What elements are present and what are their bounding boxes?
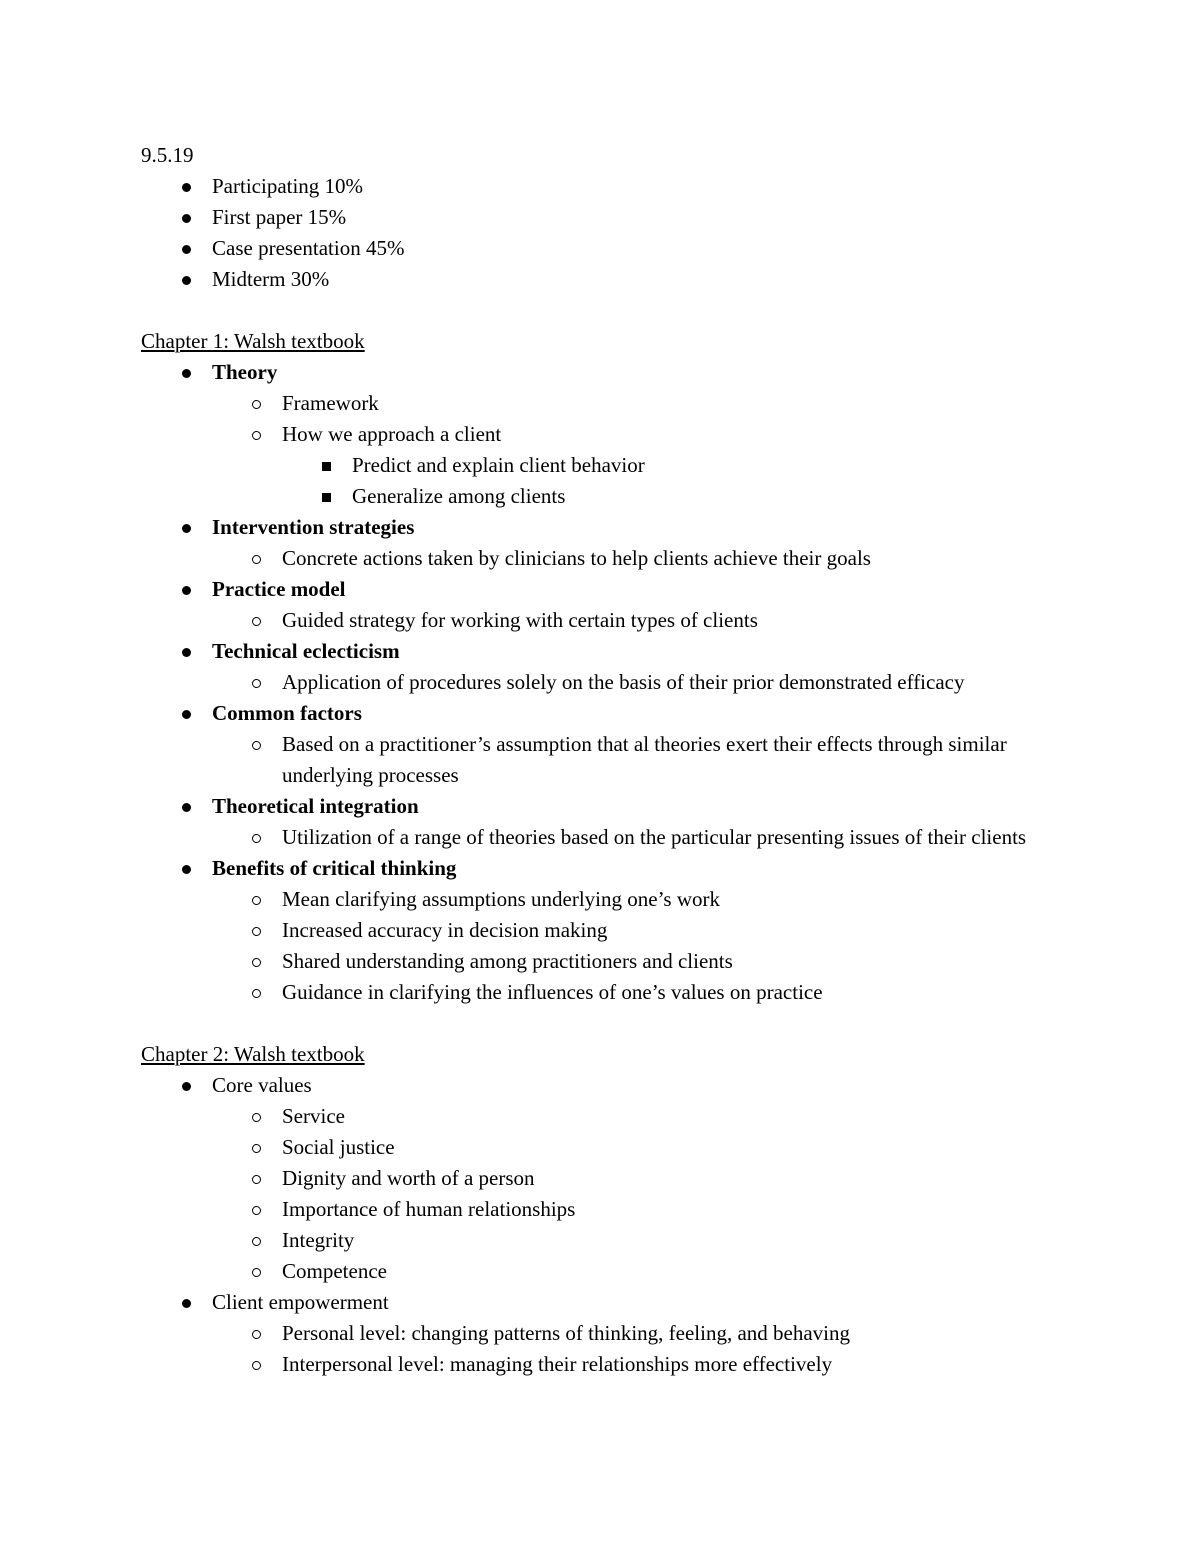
blank-line [141, 295, 1061, 326]
chapter2-heading: Chapter 2: Walsh textbook [141, 1042, 365, 1066]
circle-bullet-icon [246, 1318, 266, 1349]
list-item: Social justice [141, 1132, 1061, 1163]
list-item: Generalize among clients [141, 481, 1061, 512]
circle-bullet-icon [246, 915, 266, 946]
list-item-intervention: Intervention strategies [141, 512, 1061, 543]
disc-bullet-icon [176, 636, 196, 667]
disc-bullet-icon [176, 233, 196, 264]
common-list [141, 698, 1061, 729]
disc-bullet-icon [176, 574, 196, 605]
disc-bullet-icon [176, 853, 196, 884]
list-item: Mean clarifying assumptions underlying one’s work [141, 884, 1061, 915]
list-item: Midterm 30% [141, 264, 1061, 295]
list-item: Increased accuracy in decision making [141, 915, 1061, 946]
circle-bullet-icon [246, 667, 266, 698]
list-item: Guided strategy for working with certain types of clients [141, 605, 1061, 636]
common-sublist [141, 729, 1061, 791]
chapter1-list [141, 357, 1061, 388]
list-item: Application of procedures solely on the basis of their prior demonstrated efficacy [141, 667, 1061, 698]
list-item: Framework [141, 388, 1061, 419]
list-item: Case presentation 45% [141, 233, 1061, 264]
technical-sublist [141, 667, 1061, 698]
disc-bullet-icon [176, 171, 196, 202]
square-bullet-icon [316, 481, 336, 512]
list-item-empowerment: Client empowerment [141, 1287, 1061, 1318]
circle-bullet-icon [246, 1225, 266, 1256]
list-item: Interpersonal level: managing their relationships more effectively [141, 1349, 1061, 1380]
circle-bullet-icon [246, 543, 266, 574]
list-item: Participating 10% [141, 171, 1061, 202]
list-item: Concrete actions taken by clinicians to help clients achieve their goals [141, 543, 1061, 574]
disc-bullet-icon [176, 791, 196, 822]
circle-bullet-icon [246, 1132, 266, 1163]
practice-model-sublist [141, 605, 1061, 636]
theory-sublist [141, 388, 1061, 450]
disc-bullet-icon [176, 512, 196, 543]
practice-model-list [141, 574, 1061, 605]
technical-list [141, 636, 1061, 667]
list-item: Based on a practitioner’s assumption that al theories exert their effects through similar underlying processes [141, 729, 1061, 791]
empowerment-list [141, 1287, 1061, 1318]
circle-bullet-icon [246, 388, 266, 419]
intervention-sublist [141, 543, 1061, 574]
chapter1-heading: Chapter 1: Walsh textbook [141, 329, 365, 353]
list-item-core-values: Core values [141, 1070, 1061, 1101]
grading-list [141, 171, 1061, 295]
square-bullet-icon [316, 450, 336, 481]
critical-sublist [141, 884, 1061, 1008]
intervention-list [141, 512, 1061, 543]
circle-bullet-icon [246, 1349, 266, 1380]
circle-bullet-icon [246, 946, 266, 977]
circle-bullet-icon [246, 729, 266, 760]
list-item-technical: Technical eclecticism [141, 636, 1061, 667]
circle-bullet-icon [246, 605, 266, 636]
circle-bullet-icon [246, 1194, 266, 1225]
blank-line [141, 1008, 1061, 1039]
core-values-sublist [141, 1101, 1061, 1287]
list-item: Service [141, 1101, 1061, 1132]
document-content [141, 140, 1061, 1380]
circle-bullet-icon [246, 822, 266, 853]
date-line: 9.5.19 [141, 143, 194, 167]
disc-bullet-icon [176, 698, 196, 729]
circle-bullet-icon [246, 1163, 266, 1194]
list-item-theory: Theory [141, 357, 1061, 388]
list-item: Importance of human relationships [141, 1194, 1061, 1225]
critical-list [141, 853, 1061, 884]
list-item: Utilization of a range of theories based on the particular presenting issues of their clients [141, 822, 1061, 853]
disc-bullet-icon [176, 357, 196, 388]
core-values-list [141, 1070, 1061, 1101]
empowerment-sublist [141, 1318, 1061, 1380]
circle-bullet-icon [246, 977, 266, 1008]
theory-subsublist [141, 450, 1061, 512]
integration-list [141, 791, 1061, 822]
circle-bullet-icon [246, 884, 266, 915]
list-item: Integrity [141, 1225, 1061, 1256]
disc-bullet-icon [176, 1287, 196, 1318]
disc-bullet-icon [176, 202, 196, 233]
list-item: Shared understanding among practitioners and clients [141, 946, 1061, 977]
list-item: First paper 15% [141, 202, 1061, 233]
list-item-critical: Benefits of critical thinking [141, 853, 1061, 884]
list-item: Guidance in clarifying the influences of one’s values on practice [141, 977, 1061, 1008]
list-item-common: Common factors [141, 698, 1061, 729]
list-item: Personal level: changing patterns of thinking, feeling, and behaving [141, 1318, 1061, 1349]
list-item: Predict and explain client behavior [141, 450, 1061, 481]
list-item: How we approach a client [141, 419, 1061, 450]
circle-bullet-icon [246, 1101, 266, 1132]
list-item: Competence [141, 1256, 1061, 1287]
circle-bullet-icon [246, 1256, 266, 1287]
list-item: Dignity and worth of a person [141, 1163, 1061, 1194]
circle-bullet-icon [246, 419, 266, 450]
disc-bullet-icon [176, 1070, 196, 1101]
disc-bullet-icon [176, 264, 196, 295]
list-item-practice-model: Practice model [141, 574, 1061, 605]
integration-sublist [141, 822, 1061, 853]
list-item-integration: Theoretical integration [141, 791, 1061, 822]
